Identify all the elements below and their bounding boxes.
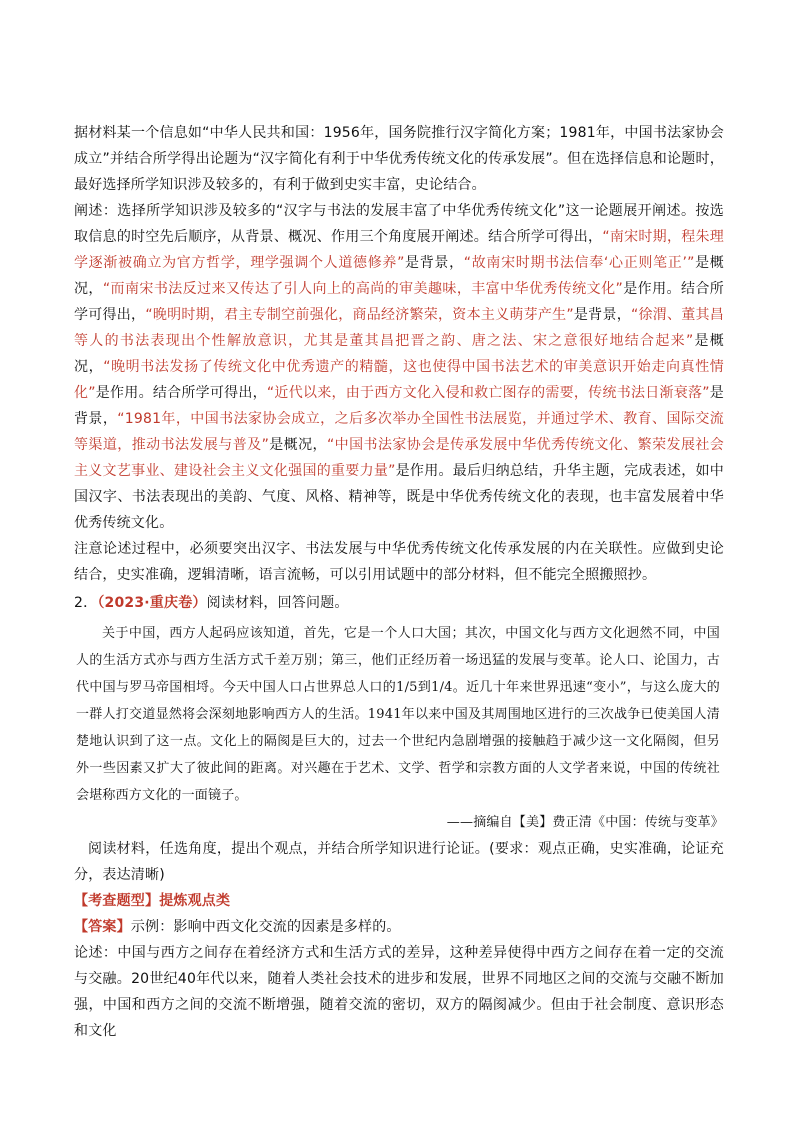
question-number: 2． [74, 595, 98, 611]
text-segment: 是概况， [74, 333, 725, 375]
paragraph-notes: 注意论述过程中，必须要突出汉字、书法发展与中华优秀传统文化传承发展的内在关联性。应做到史论结合，史实准确，逻辑清晰，语言流畅，可以引用试题中的部分材料，但不能完全照搬照抄。 [74, 541, 724, 583]
highlight-segment: “故南宋时期书法信奉‘心正则笔正’” [463, 255, 695, 271]
material-citation: ——摘编自【美】费正清《中国：传统与变革》 [446, 815, 724, 830]
text-segment: 是作用。最后归纳总结，升华主题，完成表述，如中国汉字、书法表现出的美韵、气度、风格、精神等，既是中华优秀传统文化的表现，也丰富发展着中华优秀传统文化。 [74, 463, 724, 531]
question-material: 关于中国，西方人起码应该知道，首先，它是一个人口大国；其次，中国文化与西方文化迥然不同，中国人的生活方式亦与西方生活方式千差万别；第三，他们正经历着一场迅猛的发展与变革。论人口、论国力，古代中国与罗马帝国相埒。今天中国人口占世界总人口的1/5到1/4。近几十年来世界迅速“变小”，与这么庞大的一群人打交道显然将会深刻地影响西方人的生活。1941年以来中国及其周围地区进行的三次战争已使美国人清楚地认识到了这一点。文化上的隔阂是巨大的，过去一个世纪内急剧增强的接触趋于减少这一文化隔阂，但另外一些因素又扩大了彼此间的距离。对兴趣在于艺术、文学、哲学和宗教方面的人文学者来说，中国的传统社会堪称西方文化的一面镜子。 [76, 626, 720, 803]
highlight-segment: “徐渭、董其昌等人的书法表现出个性解放意识，尤其是董其昌把晋之韵、唐之法、宋之意很好地结合起来” [74, 307, 724, 349]
question-source: （2023·重庆卷） [97, 595, 207, 611]
question-2-heading [74, 590, 724, 616]
highlight-segment: “晚明时期，君主专制空前强化，商品经济繁荣，资本主义萌芽产生” [145, 307, 574, 323]
text-segment: 是作用。结合所学可得出， [74, 281, 724, 323]
text-segment: 是作用。结合所学可得出， [95, 385, 267, 401]
highlight-segment: “而南宋书法反过来又传达了引人向上的高尚的审美趣味，丰富中华优秀传统文化” [102, 281, 623, 297]
highlight-segment: “1981年，中国书法家协会成立，之后多次举办全国性书法展览，并通过学术、教育、国际交流等渠道，推动书法发展与普及” [74, 411, 724, 453]
highlight-segment: “近代以来，由于西方文化入侵和救亡图存的需要，传统书法日渐衰落” [266, 385, 710, 401]
text-segment: 是概况， [269, 437, 327, 453]
highlight-segment: “南宋时期，程朱理学逐渐被确立为官方哲学，理学强调个人道德修养” [74, 229, 724, 271]
text-segment: 是概况， [74, 255, 724, 297]
question-instruction: 阅读材料，回答问题。 [206, 595, 349, 611]
paragraph-topic-selection: 据材料某一个信息如“中华人民共和国：1956年，国务院推行汉字简化方案；1981年，中国书法家协会成立”并结合所学得出论题为“汉字简化有利于中华优秀传统文化的传承发展”。但在选择信息和论题时，最好选择所学知识涉及较多的，有利于做到史实丰富，史论结合。 [74, 125, 724, 193]
highlight-segment: “晚明书法发扬了传统文化中优秀遗产的精髓，这也使得中国书法艺术的审美意识开始走向真性情化” [74, 359, 724, 401]
text-segment: 是背景， [573, 307, 631, 323]
paragraph-elaboration [74, 198, 724, 536]
answer-label: 【答案】 [74, 919, 131, 935]
question-task: 阅读材料，任选角度，提出个观点，并结合所学知识进行论证。(要求：观点正确，史实准确，论证充分，表达清晰) [74, 841, 724, 883]
text-segment: 阐述：选择所学知识涉及较多的“汉字与书法的发展丰富了中华优秀传统文化”这一论题展开阐述。按选取信息的时空先后顺序，从背景、概况、作用三个角度展开阐述。结合所学可得出， [74, 203, 724, 245]
text-segment: 是背景， [74, 385, 724, 427]
answer-value: 示例：影响中西文化交流的因素是多样的。 [130, 919, 401, 935]
answer-line [74, 914, 724, 940]
question-type-label: 【考查题型】 [74, 893, 160, 909]
text-segment: 是背景， [404, 255, 464, 271]
question-type-line [74, 888, 724, 914]
document-body [74, 120, 724, 1044]
question-type-value: 提炼观点类 [159, 893, 231, 909]
highlight-segment: “中国书法家协会是传承发展中华优秀传统文化、繁荣发展社会主义文艺事业、建设社会主义文化强国的重要力量” [74, 437, 724, 479]
answer-argument: 论述：中国与西方之间存在着经济方式和生活方式的差异，这种差异使得中西方之间存在着一定的交流与交融。20世纪40年代以来，随着人类社会技术的进步和发展，世界不同地区之间的交流与交融不断加强，中国和西方之间的交流不断增强，随着交流的密切，双方的隔阂减少。但由于社会制度、意识形态和文化 [74, 945, 724, 1039]
